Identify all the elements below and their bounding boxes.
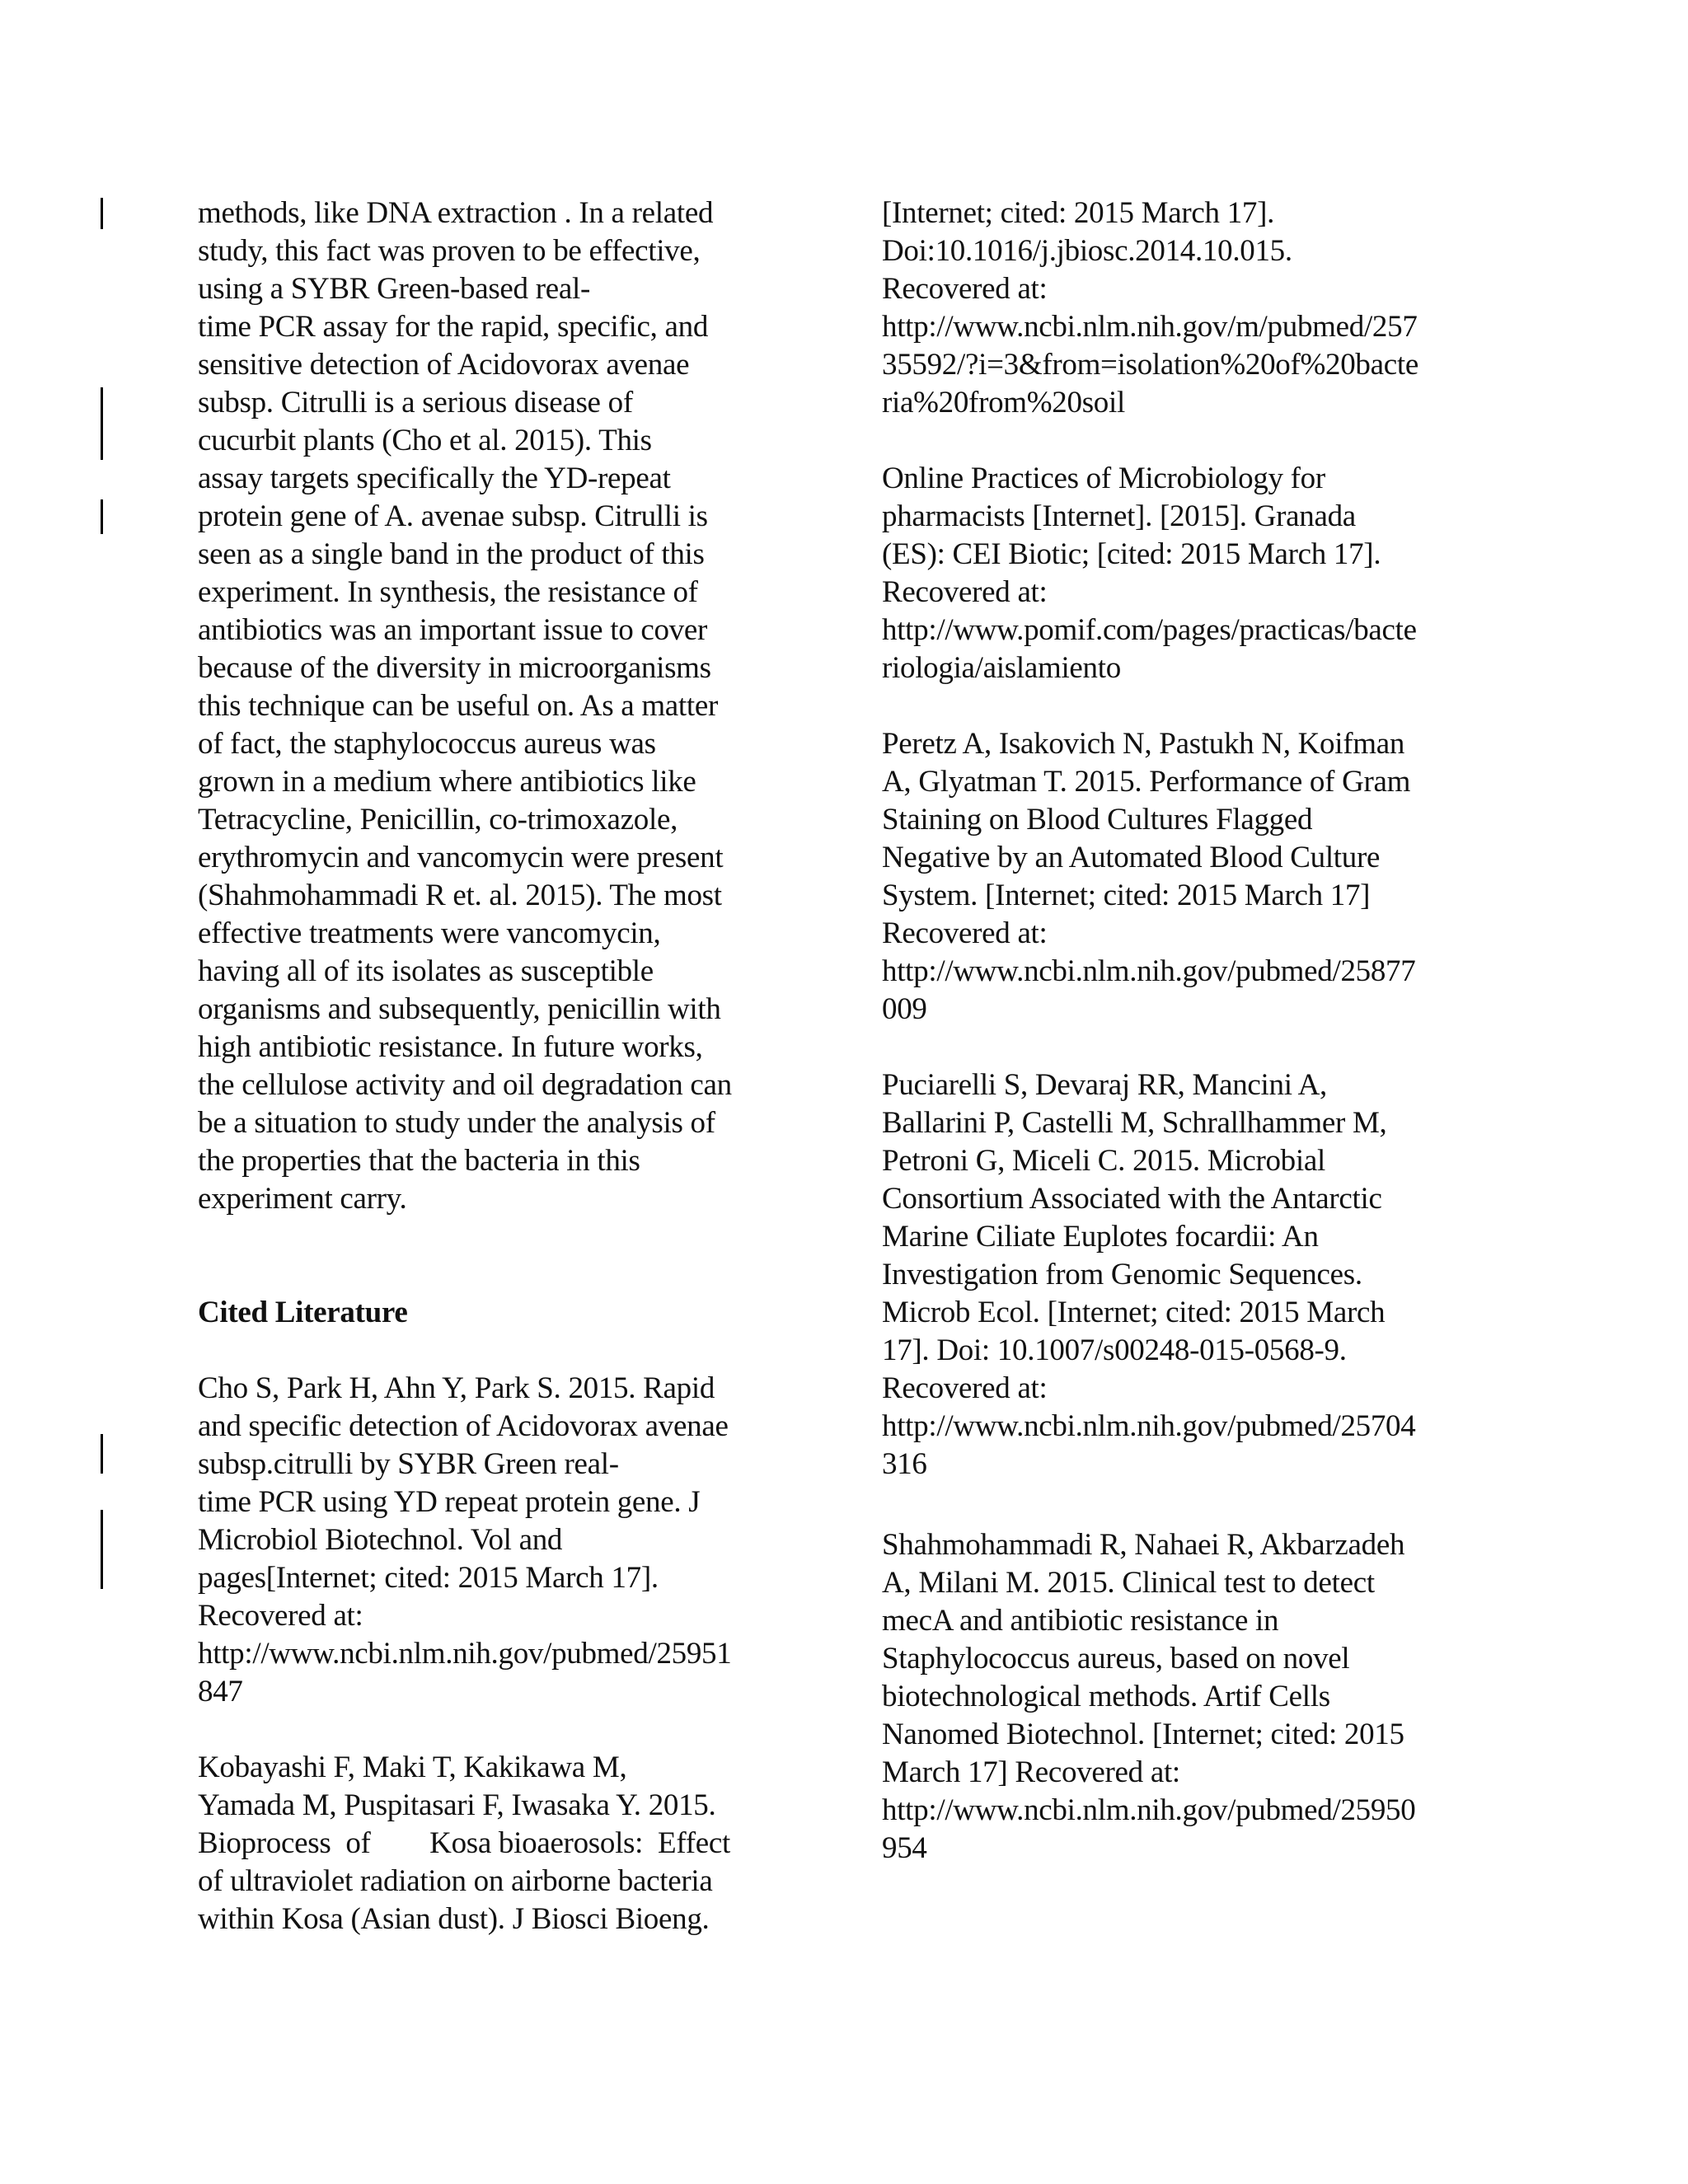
left-column — [198, 194, 791, 1938]
reference-line: 17]. Doi: 10.1007/s00248-015-0568-9. — [882, 1333, 1347, 1367]
reference-line: Cho S, Park H, Ahn Y, Park S. 2015. Rapid — [198, 1371, 715, 1405]
reference-url[interactable]: 847 — [198, 1675, 243, 1708]
right-column — [882, 194, 1475, 1868]
reference-entry — [198, 1370, 791, 1711]
reference-line: Consortium Associated with the Antarctic — [882, 1182, 1382, 1216]
text-line: subsp. Citrulli is a serious disease of — [198, 386, 633, 419]
reference-line: (ES): CEI Biotic; [cited: 2015 March 17]. — [882, 537, 1381, 571]
reference-line: Recovered at: — [198, 1599, 363, 1633]
reference-line: mecA and antibiotic resistance in — [882, 1604, 1279, 1638]
reference-entry — [882, 1066, 1475, 1483]
text-line: erythromycin and vancomycin were present — [198, 841, 724, 874]
reference-entry — [882, 1526, 1475, 1868]
reference-entry — [882, 194, 1475, 422]
text-line: the properties that the bacteria in this — [198, 1144, 640, 1178]
reference-line: Staining on Blood Cultures Flagged — [882, 803, 1313, 837]
text-line: experiment carry. — [198, 1182, 407, 1216]
text-line: using a SYBR Green-based real- — [198, 272, 590, 306]
reference-line: Investigation from Genomic Sequences. — [882, 1258, 1362, 1291]
text-line: seen as a single band in the product of this — [198, 537, 705, 571]
reference-line: Kobayashi F, Maki T, Kakikawa M, — [198, 1750, 627, 1784]
reference-line: Recovered at: — [882, 916, 1048, 950]
reference-line: pages[Internet; cited: 2015 March 17]. — [198, 1561, 659, 1595]
text-line: protein gene of A. avenae subsp. Citrulli is — [198, 499, 708, 533]
reference-line: Bioprocess of Kosa bioaerosols: Effect — [198, 1826, 730, 1860]
text-line: high antibiotic resistance. In future works, — [198, 1030, 703, 1064]
text-line: (Shahmohammadi R et. al. 2015). The most — [198, 879, 722, 912]
reference-line: Puciarelli S, Devaraj RR, Mancini A, — [882, 1068, 1327, 1102]
reference-line: March 17] Recovered at: — [882, 1755, 1180, 1789]
reference-url[interactable]: 954 — [882, 1831, 927, 1865]
revision-bar — [101, 499, 103, 534]
reference-line: Recovered at: — [882, 575, 1048, 609]
text-line: of fact, the staphylococcus aureus was — [198, 727, 656, 761]
reference-url[interactable]: http://www.pomif.com/pages/practicas/bacte — [882, 613, 1417, 647]
reference-url[interactable]: ria%20from%20soil — [882, 386, 1125, 419]
reference-line: and specific detection of Acidovorax avenae — [198, 1409, 729, 1443]
reference-url[interactable]: 009 — [882, 992, 927, 1026]
reference-line: [Internet; cited: 2015 March 17]. — [882, 196, 1275, 230]
text-line: this technique can be useful on. As a matter — [198, 689, 719, 723]
text-line: assay targets specifically the YD-repeat — [198, 462, 671, 495]
reference-url[interactable]: 35592/?i=3&from=isolation%20of%20bacte — [882, 348, 1418, 382]
reference-line: Recovered at: — [882, 1371, 1048, 1405]
text-line: experiment. In synthesis, the resistance of — [198, 575, 698, 609]
reference-line: A, Milani M. 2015. Clinical test to detect — [882, 1566, 1375, 1600]
reference-line: Negative by an Automated Blood Culture — [882, 841, 1381, 874]
text-line: effective treatments were vancomycin, — [198, 916, 661, 950]
revision-bar — [101, 387, 103, 460]
text-line: sensitive detection of Acidovorax avenae — [198, 348, 690, 382]
reference-line: Microbiol Biotechnol. Vol and — [198, 1523, 563, 1557]
reference-line: Staphylococcus aureus, based on novel — [882, 1642, 1350, 1675]
reference-line: A, Glyatman T. 2015. Performance of Gram — [882, 765, 1411, 799]
reference-line: subsp.citrulli by SYBR Green real- — [198, 1447, 619, 1481]
reference-line: time PCR using YD repeat protein gene. J — [198, 1485, 701, 1519]
reference-line: within Kosa (Asian dust). J Biosci Bioeng. — [198, 1902, 710, 1936]
revision-bar — [101, 1510, 103, 1589]
reference-line: Recovered at: — [882, 272, 1048, 306]
text-line: grown in a medium where antibiotics like — [198, 765, 696, 799]
reference-entry — [198, 1749, 791, 1938]
text-line: because of the diversity in microorganisms — [198, 651, 711, 685]
reference-url[interactable]: http://www.ncbi.nlm.nih.gov/pubmed/25704 — [882, 1409, 1416, 1443]
reference-url[interactable]: http://www.ncbi.nlm.nih.gov/pubmed/25877 — [882, 954, 1416, 988]
section-heading: Cited Literature — [198, 1296, 408, 1329]
text-line: time PCR assay for the rapid, specific, and — [198, 310, 709, 344]
reference-line: Peretz A, Isakovich N, Pastukh N, Koifman — [882, 727, 1405, 761]
reference-line: of ultraviolet radiation on airborne bacteria — [198, 1864, 713, 1898]
reference-line: Online Practices of Microbiology for — [882, 462, 1325, 495]
text-line: study, this fact was proven to be effective, — [198, 234, 701, 268]
revision-bar — [101, 1434, 103, 1474]
body-paragraph — [198, 194, 791, 1218]
text-line: cucurbit plants (Cho et al. 2015). This — [198, 424, 652, 457]
reference-line: biotechnological methods. Artif Cells — [882, 1680, 1330, 1713]
reference-line: Microb Ecol. [Internet; cited: 2015 March — [882, 1296, 1386, 1329]
reference-line: Doi:10.1016/j.jbiosc.2014.10.015. — [882, 234, 1292, 268]
reference-url[interactable]: http://www.ncbi.nlm.nih.gov/pubmed/25951 — [198, 1637, 732, 1671]
reference-line: Yamada M, Puspitasari F, Iwasaka Y. 2015. — [198, 1788, 716, 1822]
reference-entry — [882, 725, 1475, 1029]
reference-url[interactable]: http://www.ncbi.nlm.nih.gov/m/pubmed/257 — [882, 310, 1418, 344]
reference-line: Petroni G, Miceli C. 2015. Microbial — [882, 1144, 1325, 1178]
reference-line: Nanomed Biotechnol. [Internet; cited: 2015 — [882, 1718, 1404, 1751]
reference-url[interactable]: http://www.ncbi.nlm.nih.gov/pubmed/25950 — [882, 1793, 1416, 1827]
text-line: antibiotics was an important issue to cover — [198, 613, 708, 647]
reference-url[interactable]: riologia/aislamiento — [882, 651, 1121, 685]
reference-line: System. [Internet; cited: 2015 March 17] — [882, 879, 1371, 912]
reference-entry — [882, 460, 1475, 687]
text-line: the cellulose activity and oil degradation can — [198, 1068, 732, 1102]
reference-line: Shahmohammadi R, Nahaei R, Akbarzadeh — [882, 1528, 1405, 1562]
text-line: having all of its isolates as susceptible — [198, 954, 654, 988]
text-line: methods, like DNA extraction . In a related — [198, 196, 714, 230]
text-line: organisms and subsequently, penicillin with — [198, 992, 721, 1026]
reference-line: pharmacists [Internet]. [2015]. Granada — [882, 499, 1356, 533]
reference-url[interactable]: 316 — [882, 1447, 927, 1481]
reference-line: Marine Ciliate Euplotes focardii: An — [882, 1220, 1319, 1254]
revision-bar — [101, 198, 103, 229]
text-line: be a situation to study under the analysis of — [198, 1106, 715, 1140]
reference-line: Ballarini P, Castelli M, Schrallhammer M, — [882, 1106, 1387, 1140]
text-line: Tetracycline, Penicillin, co-trimoxazole, — [198, 803, 678, 837]
